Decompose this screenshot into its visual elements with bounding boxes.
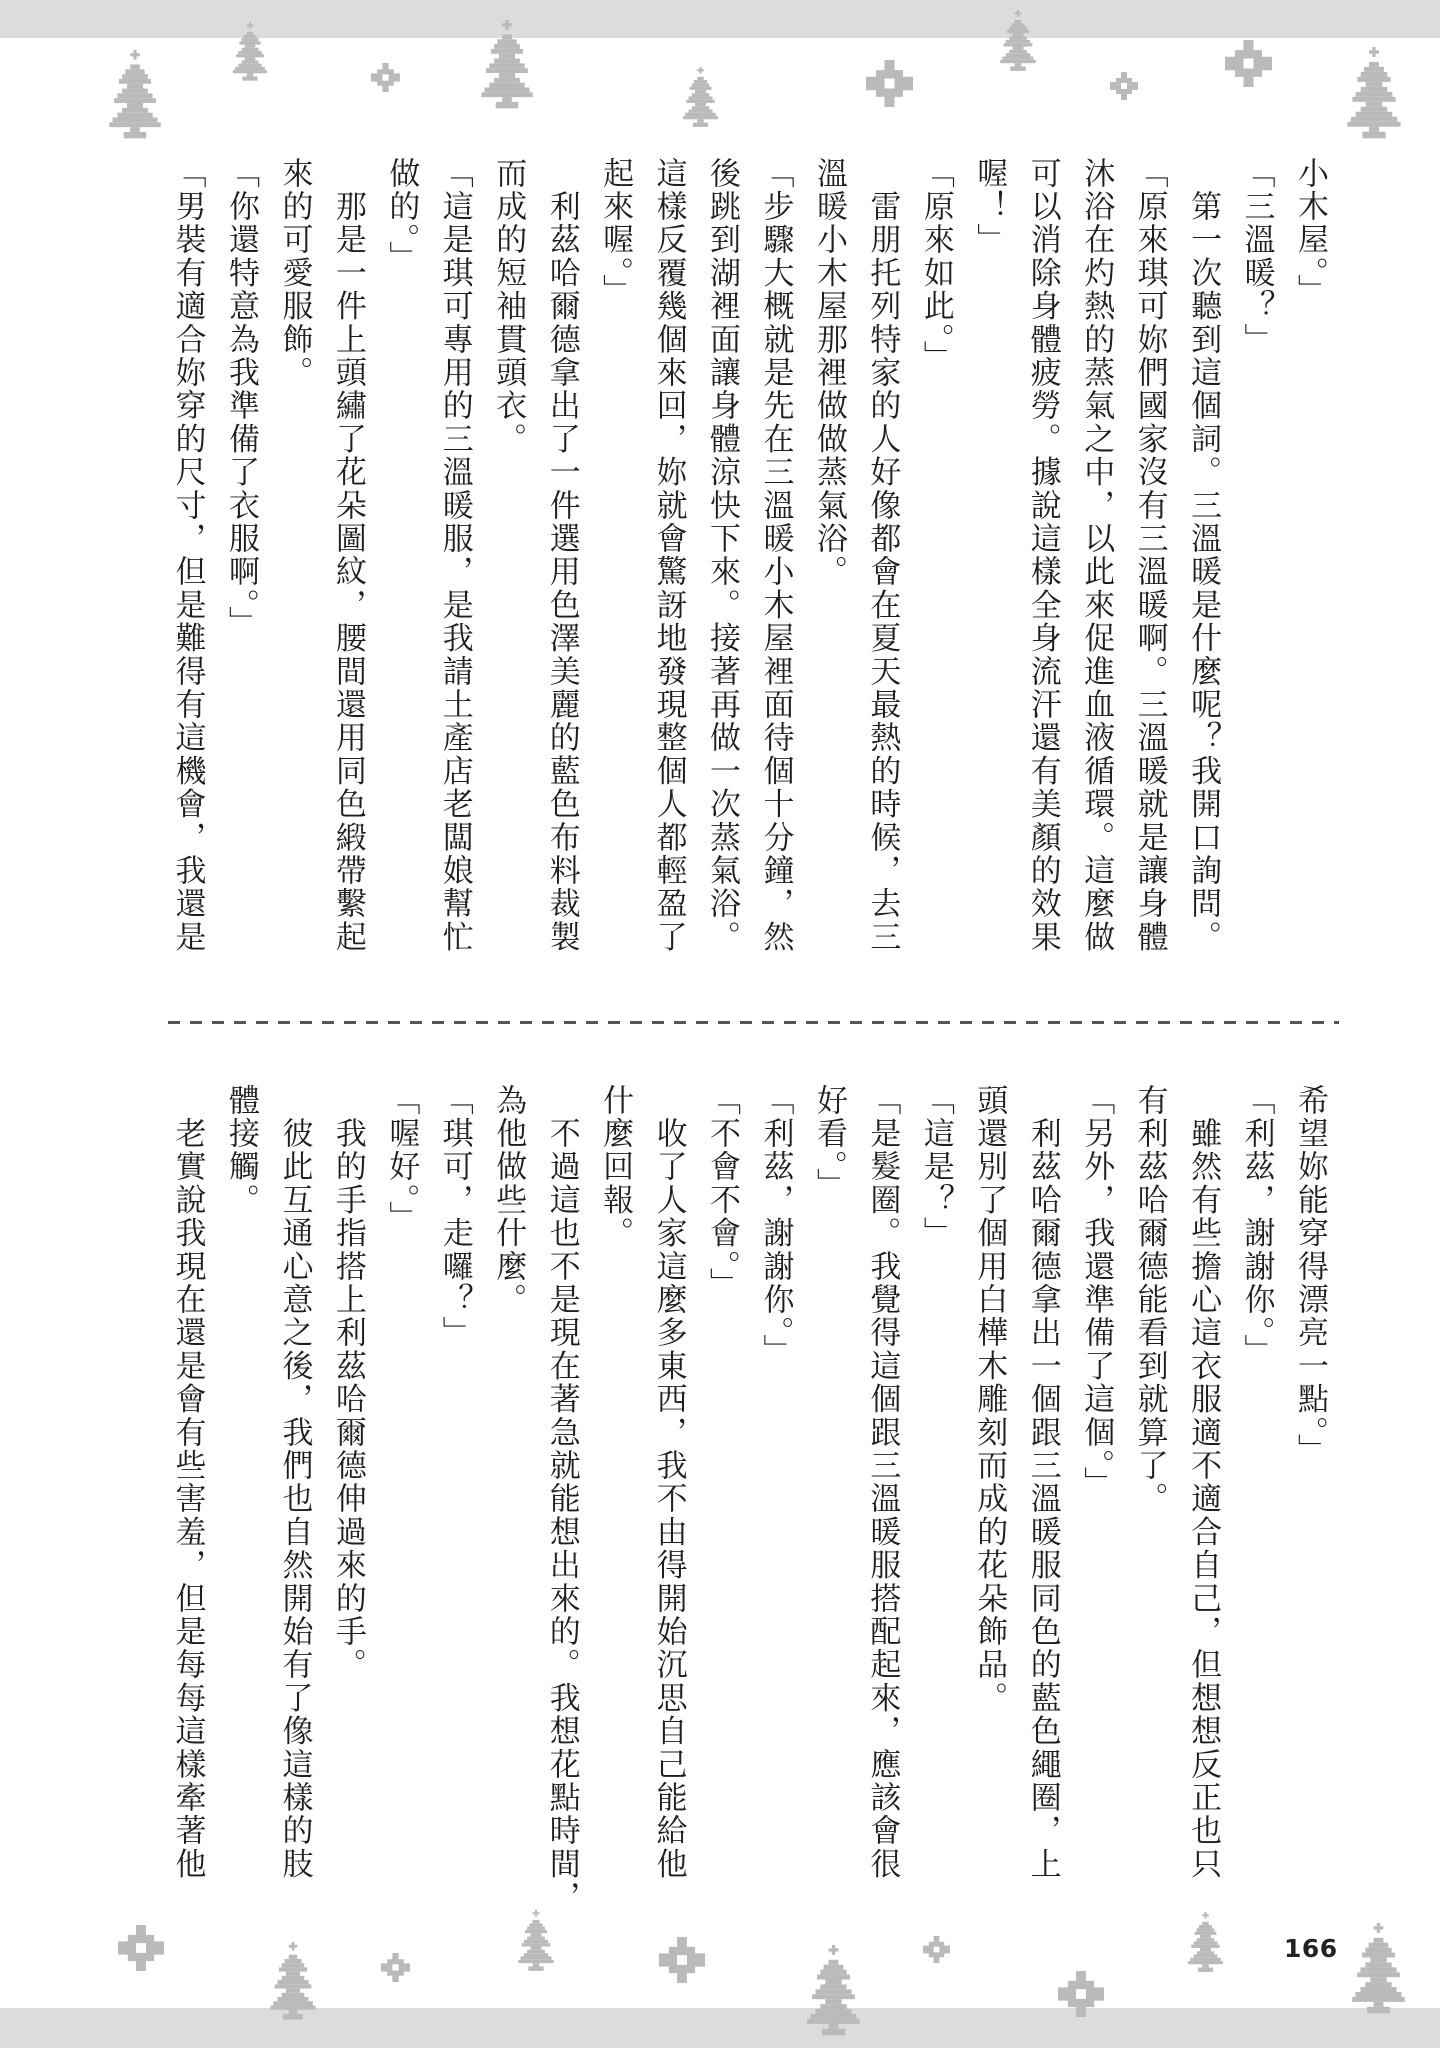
tree-icon xyxy=(807,1945,860,2037)
text-column: 「你還特意為我準備了衣服啊。」 xyxy=(223,157,259,640)
text-column: 利茲哈爾德拿出一個跟三溫暖服同色的藍色繩圈，上 xyxy=(1024,1084,1061,1881)
text-column: 「這是琪可專用的三溫暖服，是我請土產店老闆娘幫忙 xyxy=(436,157,473,954)
text-column: 雖然有些擔心這衣服適不適合自己，但想想反正也只 xyxy=(1185,1084,1222,1881)
tree-icon xyxy=(1347,47,1401,140)
text-column: 「步驟大概就是先在三溫暖小木屋裡面待個十分鐘，然 xyxy=(757,157,794,954)
tree-icon xyxy=(109,50,161,140)
tree-icon xyxy=(1188,1912,1223,1973)
text-column: 「三溫暖？」 xyxy=(1238,157,1275,357)
text-column: 後跳到湖裡面讓身體涼快下來。接著再做一次蒸氣浴。 xyxy=(704,157,741,954)
text-column: 老實說我現在還是會有些害羞，但是每每這樣牽著他 xyxy=(169,1084,206,1881)
ornament-icon xyxy=(1058,1971,1104,2017)
text-column: 那是一件上頭繡了花朵圖紋，腰間還用同色緞帶繫起 xyxy=(329,157,366,954)
text-column: 「不會不會。」 xyxy=(704,1084,741,1301)
text-column: 「男裝有適合妳穿的尺寸，但是難得有這機會，我還是 xyxy=(169,157,206,954)
text-column: 溫暖小木屋那裡做做蒸氣浴。 xyxy=(810,157,847,589)
tree-icon xyxy=(518,1910,554,1972)
tree-icon xyxy=(270,1942,316,2021)
text-column: 不過這也不是現在著急就能想出來的。我想花點時間， xyxy=(543,1084,580,1914)
text-column: 小木屋。」 xyxy=(1292,157,1328,308)
text-column: 收了人家這麼多東西，我不由得開始沉思自己能給他 xyxy=(650,1084,687,1881)
text-column: 「另外，我還準備了這個。」 xyxy=(1078,1084,1115,1501)
tree-icon xyxy=(233,22,267,82)
ornament-icon xyxy=(866,60,913,107)
ornament-icon xyxy=(381,1953,410,1982)
text-column: 「喔好。」 xyxy=(383,1084,420,1235)
tree-icon xyxy=(481,20,533,110)
text-column: 有利茲哈爾德能看到就算了。 xyxy=(1131,1084,1168,1516)
top-border-band xyxy=(0,0,1440,38)
text-column: 做的。」 xyxy=(383,157,420,275)
text-column: 彼此互通心意之後，我們也自然開始有了像這樣的肢 xyxy=(276,1084,313,1881)
text-column: 「琪可，走囉？」 xyxy=(436,1084,473,1350)
text-column: 希望妳能穿得漂亮一點。」 xyxy=(1292,1084,1328,1467)
text-column: 為他做些什麼。 xyxy=(490,1084,527,1317)
text-column: 「這是？」 xyxy=(917,1084,954,1250)
text-column: 「原來如此。」 xyxy=(917,157,954,374)
bottom-border-band xyxy=(0,2008,1440,2048)
tree-icon xyxy=(683,67,718,128)
ornament-icon xyxy=(1225,40,1272,87)
text-column: 「利茲，謝謝你。」 xyxy=(757,1084,794,1368)
text-column: 我的手指搭上利茲哈爾德伸過來的手。 xyxy=(329,1084,366,1682)
text-column: 第一次聽到這個詞。三溫暖是什麼呢？我開口詢問。 xyxy=(1185,157,1222,954)
text-column: 頭還別了個用白樺木雕刻而成的花朵飾品。 xyxy=(971,1084,1008,1715)
ornament-icon xyxy=(118,1925,164,1971)
text-column: 來的可愛服飾。 xyxy=(276,157,313,390)
text-column: 雷朋托列特家的人好像都會在夏天最熱的時候，去三 xyxy=(864,157,901,954)
text-column: 喔！」 xyxy=(971,157,1008,257)
ornament-icon xyxy=(1110,72,1138,100)
ornament-icon xyxy=(371,63,400,92)
text-column: 「利茲，謝謝你。」 xyxy=(1238,1084,1275,1368)
ornament-icon xyxy=(923,1936,950,1963)
section-divider xyxy=(168,1021,1339,1024)
ornament-icon xyxy=(659,1937,705,1983)
text-column: 體接觸。 xyxy=(223,1084,259,1217)
text-column: 這樣反覆幾個來回，妳就會驚訝地發現整個人都輕盈了 xyxy=(650,157,687,954)
text-column: 好看。」 xyxy=(810,1084,847,1202)
upper-text-block xyxy=(0,157,1440,977)
lower-text-block xyxy=(0,1084,1440,1914)
text-column: 「是髮圈。我覺得這個跟三溫暖服搭配起來，應該會很 xyxy=(864,1084,901,1881)
text-column: 「原來琪可妳們國家沒有三溫暖啊。三溫暖就是讓身體 xyxy=(1131,157,1168,954)
text-column: 利茲哈爾德拿出了一件選用色澤美麗的藍色布料裁製 xyxy=(543,157,580,954)
text-column: 可以消除身體疲勞。據說這樣全身流汗還有美顏的效果 xyxy=(1024,157,1061,954)
text-column: 沐浴在灼熱的蒸氣之中，以此來促進血液循環。這麼做 xyxy=(1078,157,1115,954)
text-column: 起來喔。」 xyxy=(597,157,634,308)
tree-icon xyxy=(1000,10,1036,72)
tree-icon xyxy=(1352,1923,1405,2015)
text-column: 什麼回報。 xyxy=(597,1084,634,1250)
text-column: 而成的短袖貫頭衣。 xyxy=(490,157,527,456)
page-number: 166 xyxy=(1284,1934,1338,1963)
